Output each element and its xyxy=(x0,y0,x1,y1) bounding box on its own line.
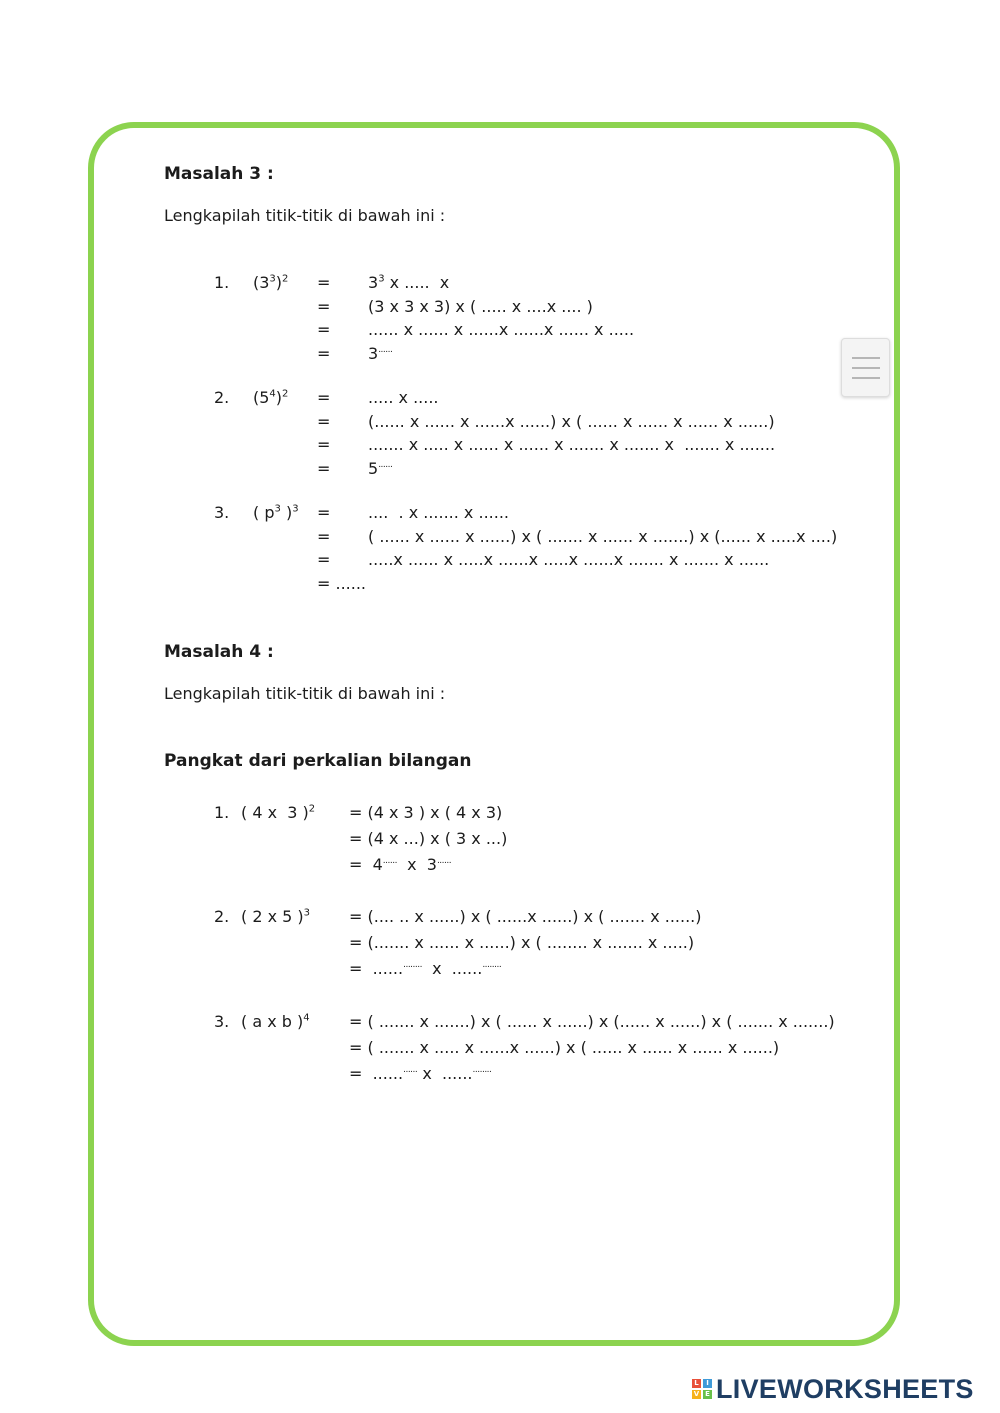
answer-line xyxy=(349,829,507,848)
answer-line xyxy=(368,388,439,407)
answer-text: 5 xyxy=(368,458,379,478)
expression-text: (5 xyxy=(253,388,270,407)
masalah-4-heading: Masalah 4 : xyxy=(164,642,274,662)
problem-expression xyxy=(253,273,288,292)
masalah-3-heading: Masalah 3 : xyxy=(164,164,274,184)
answer-text: = ( ....... x .......) x ( ...... x ......) x (...... x ......) x ( ....... x .......) xyxy=(349,1012,835,1031)
answer-text: = (....... x ...... x ......) x ( ........ x ....... x .....) xyxy=(349,933,695,952)
answer-line xyxy=(349,803,502,822)
problem-number: 1. xyxy=(214,273,230,292)
answer-line xyxy=(349,959,501,978)
answer-line xyxy=(317,574,366,593)
equals-sign: = xyxy=(317,411,331,431)
expression-text: ( 4 x 3 ) xyxy=(241,803,309,822)
answer-text: ...... x ...... x ......x ......x ...... x ..... xyxy=(368,320,635,339)
equals-sign: = xyxy=(317,296,331,316)
problem-expression xyxy=(241,907,310,926)
answer-exponent-blank: ...... xyxy=(378,459,393,470)
logo-cell: E xyxy=(703,1390,712,1399)
expression-exponent: 2 xyxy=(308,803,316,815)
hamburger-menu-icon-bar xyxy=(852,377,880,379)
answer-text: = ( ....... x ..... x ......x ......) x ( ...... x ...... x ...... x ......) xyxy=(349,1038,780,1057)
answer-line xyxy=(368,273,449,292)
answer-line xyxy=(368,527,837,546)
answer-text: ..... x ..... xyxy=(368,388,439,407)
problem-number: 3. xyxy=(214,1012,230,1031)
logo-cell: I xyxy=(703,1379,712,1388)
answer-text: .... . x ....... x ...... xyxy=(368,503,509,522)
answer-line xyxy=(349,907,702,926)
problem-number: 3. xyxy=(214,503,230,522)
equals-sign: = xyxy=(317,550,331,569)
answer-line xyxy=(349,1038,779,1057)
problem-expression xyxy=(241,1012,310,1031)
expression-text: ( 2 x 5 ) xyxy=(241,907,304,926)
masalah-4-subheading: Pangkat dari perkalian bilangan xyxy=(164,751,472,771)
answer-text: x 3 xyxy=(396,855,437,874)
expression-text: ) xyxy=(280,503,293,522)
problem-expression xyxy=(241,803,315,822)
expression-exponent: 2 xyxy=(282,388,289,400)
equals-sign: = xyxy=(317,503,331,522)
answer-line xyxy=(368,459,392,478)
answer-exponent: 3 xyxy=(378,273,385,285)
expression-text: ( p xyxy=(253,503,275,522)
answer-exponent-blank: ...... xyxy=(378,344,393,355)
logo-cell: L xyxy=(692,1379,701,1388)
equals-sign: = xyxy=(317,435,331,454)
answer-text: 3 xyxy=(368,273,379,292)
problem-expression xyxy=(253,388,288,407)
equals-sign: = xyxy=(317,273,331,292)
answer-text: (...... x ...... x ......x ......) x ( ...... x ...... x ...... x ......) xyxy=(368,411,775,431)
expression-text: ) xyxy=(275,273,283,292)
problem-number: 2. xyxy=(214,907,230,926)
answer-exponent-blank: ........ xyxy=(472,1065,492,1075)
answer-line xyxy=(349,1064,491,1083)
answer-text: = (4 x ...) x ( 3 x ...) xyxy=(349,829,508,848)
liveworksheets-logo-icon xyxy=(692,1379,712,1399)
answer-line xyxy=(368,503,509,522)
answer-exponent-blank: ...... xyxy=(382,856,397,866)
equals-sign: = xyxy=(317,343,331,363)
problem-expression xyxy=(253,503,299,522)
expression-exponent: 3 xyxy=(274,503,281,515)
answer-line xyxy=(349,933,694,952)
logo-cell: V xyxy=(693,1390,700,1398)
answer-text: (3 x 3 x 3) x ( ..... x ....x .... ) xyxy=(368,296,593,316)
expression-exponent: 2 xyxy=(282,273,289,285)
expression-exponent: 4 xyxy=(269,388,276,400)
masalah-3-instruction: Lengkapilah titik-titik di bawah ini : xyxy=(164,206,446,225)
answer-text: = (.... .. x ......) x ( ......x ......) x ( ....... x ......) xyxy=(349,907,702,926)
answer-line xyxy=(368,344,392,363)
answer-text: x ...... xyxy=(417,1064,473,1083)
equals-sign: = xyxy=(317,320,331,339)
expression-exponent: 3 xyxy=(269,273,276,285)
answer-text: 3 xyxy=(368,343,379,363)
answer-line xyxy=(368,297,593,316)
expression-text: ) xyxy=(275,388,283,407)
equals-sign: = xyxy=(317,526,331,546)
menu-button[interactable] xyxy=(841,338,890,397)
answer-exponent-blank: ........ xyxy=(482,960,502,970)
answer-text: = ...... xyxy=(349,959,404,978)
liveworksheets-logo-text: LIVEWORKSHEETS xyxy=(716,1373,974,1404)
answer-line xyxy=(368,412,775,431)
answer-text: x ...... xyxy=(421,959,483,978)
expression-exponent: 3 xyxy=(292,503,299,515)
answer-line xyxy=(368,320,634,339)
expression-text: (3 xyxy=(253,273,270,292)
problem-number: 2. xyxy=(214,388,230,407)
equals-sign: = xyxy=(317,458,331,478)
answer-text: .....x ...... x .....x ......x .....x ......x ....... x ....... x ...... xyxy=(368,550,770,569)
expression-text: ( a x b ) xyxy=(241,1012,304,1031)
answer-line xyxy=(349,855,451,874)
answer-text: ....... x ..... x ...... x ...... x ....... x ....... x ....... x ....... xyxy=(368,435,776,454)
answer-line xyxy=(368,435,775,454)
answer-line xyxy=(349,1012,835,1031)
answer-exponent-blank: ...... xyxy=(403,1065,418,1075)
hamburger-menu-icon-bar xyxy=(852,367,880,369)
expression-exponent: 4 xyxy=(303,1012,310,1024)
problem-number: 1. xyxy=(214,803,230,822)
answer-text: = ...... xyxy=(317,573,367,593)
answer-exponent-blank: ...... xyxy=(436,856,452,866)
answer-line xyxy=(368,550,769,569)
masalah-4-instruction: Lengkapilah titik-titik di bawah ini : xyxy=(164,684,446,703)
answer-text: x ..... x xyxy=(384,273,450,292)
liveworksheets-logo xyxy=(692,1373,974,1405)
answer-text: ( ...... x ...... x ......) x ( ....... x ...... x .......) x (...... x .....x ....) xyxy=(368,526,838,546)
expression-exponent: 3 xyxy=(303,907,311,919)
hamburger-menu-icon xyxy=(852,357,880,359)
answer-text: = (4 x 3 ) x ( 4 x 3) xyxy=(349,803,503,822)
answer-exponent-blank: ........ xyxy=(403,960,422,970)
equals-sign: = xyxy=(317,388,331,407)
answer-text: = 4 xyxy=(349,855,383,874)
answer-text: = ...... xyxy=(349,1064,404,1083)
